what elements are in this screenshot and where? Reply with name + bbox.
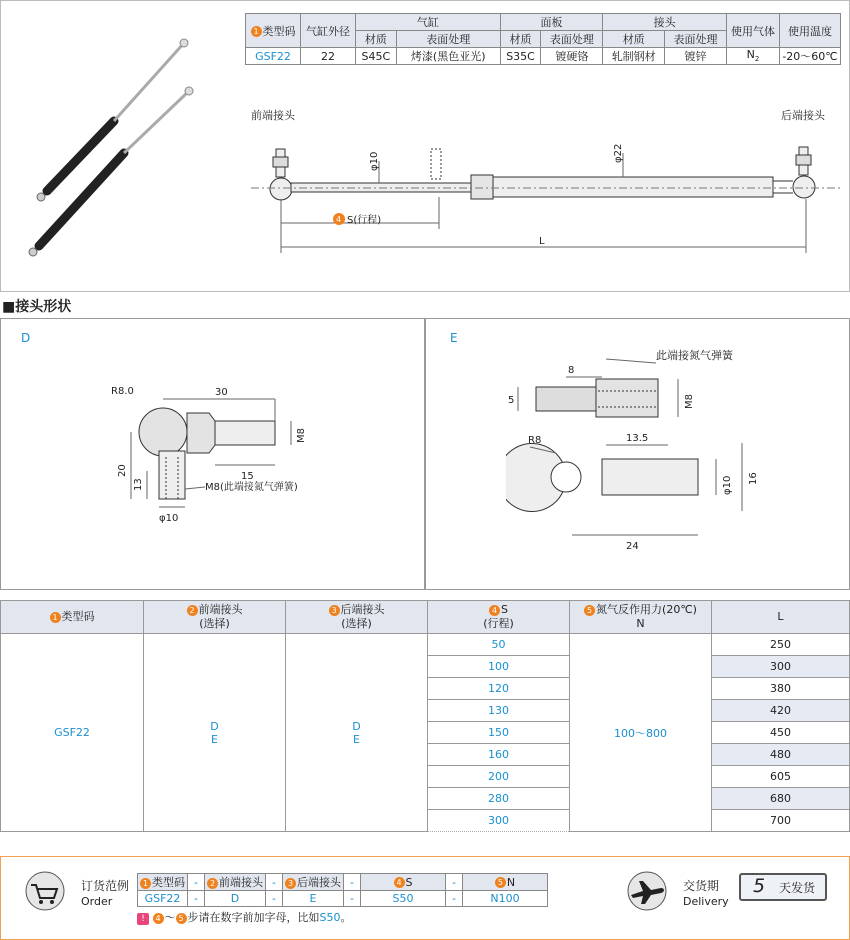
assembly-drawing [251, 101, 841, 261]
front-joint-label: 前端接头 [251, 109, 295, 122]
joint-e-panel [425, 318, 850, 590]
header-length: L [712, 601, 850, 634]
order-h-type: 1 类型码 [138, 874, 188, 891]
length-value: 700 [712, 810, 850, 832]
order-h-s: 4 S [361, 874, 446, 891]
joint-d-phi10: φ10 [159, 513, 179, 524]
joint-e-dim-135: 13.5 [626, 433, 649, 444]
stroke-value: 50 [428, 634, 570, 656]
order-dash: - [446, 891, 463, 907]
spec-sub-material: 材质 [500, 31, 541, 48]
joint-e-dim-5: 5 [508, 395, 515, 406]
order-dash: - [344, 874, 361, 891]
stroke-value: 120 [428, 678, 570, 700]
header-front-joint: 2 前端接头 (选择) [144, 601, 286, 634]
section-title: ■接头形状 [2, 299, 72, 315]
rear-joint-label: 后端接头 [781, 109, 825, 122]
length-label: L [539, 236, 545, 247]
order-v-type: GSF22 [138, 891, 188, 907]
stroke-value: 160 [428, 744, 570, 766]
delivery-subtitle: Delivery [683, 895, 729, 908]
rod-diameter-label: φ10 [369, 151, 380, 171]
delivery-days: 5 [753, 875, 766, 897]
joint-e-dim-8: 8 [568, 365, 575, 376]
joint-e-radius: R8 [528, 435, 542, 446]
cart-icon [19, 871, 71, 911]
cylinder-diameter-label: φ22 [613, 143, 624, 163]
order-h-rear: 3 后端接头 [283, 874, 344, 891]
joint-d-drawing [101, 369, 341, 569]
joint-d-m8: M8 [296, 428, 307, 443]
order-dash: - [344, 891, 361, 907]
spec-col-diameter: 气缸外径 [301, 14, 356, 48]
length-value: 480 [712, 744, 850, 766]
length-value: 605 [712, 766, 850, 788]
spec-col-temp: 使用温度 [780, 14, 841, 48]
spec-panel-material: S35C [500, 48, 541, 65]
order-subtitle: Order [81, 895, 113, 908]
joint-e-note: 此端接氮气弹簧 [656, 349, 733, 362]
note-icon: ! [137, 913, 149, 925]
order-h-front: 2 前端接头 [205, 874, 266, 891]
joint-d-panel [0, 318, 425, 590]
spec-diameter-value: 22 [301, 48, 356, 65]
length-value: 680 [712, 788, 850, 810]
length-value: 420 [712, 700, 850, 722]
spec-sub-surface: 表面处理 [665, 31, 727, 48]
order-note: ! 4 ～ 5 步请在数字前加字母，比如S50。 [137, 909, 351, 925]
delivery-title: 交货期 [683, 879, 720, 893]
spec-gas-value: $N_2$ [727, 48, 780, 65]
order-dash: - [446, 874, 463, 891]
stroke-value: 300 [428, 810, 570, 832]
order-dash: - [266, 891, 283, 907]
front-options-cell: D E [144, 634, 286, 832]
stroke-value: 200 [428, 766, 570, 788]
spec-joint-material: 轧制钢材 [603, 48, 665, 65]
order-v-rear: E [283, 891, 344, 907]
joint-d-label: D [21, 331, 31, 345]
header-force: 5 氮气反作用力(20℃) N [570, 601, 712, 634]
spec-group-cylinder: 气缸 [356, 14, 501, 31]
gas-spring-lower [29, 87, 193, 256]
order-title: 订货范例 [81, 879, 130, 893]
stroke-value: 280 [428, 788, 570, 810]
order-panel [0, 856, 850, 940]
stroke-value: 100 [428, 656, 570, 678]
delivery-unit: 天发货 [779, 881, 816, 895]
spec-sub-material: 材质 [356, 31, 397, 48]
spec-col-type: 1 类型码 [246, 14, 301, 48]
length-value: 250 [712, 634, 850, 656]
order-dash: - [188, 891, 205, 907]
joint-e-phi10: φ10 [722, 475, 733, 495]
joint-d-dim-30: 30 [215, 387, 228, 398]
joint-e-m8: M8 [684, 394, 695, 409]
spec-cyl-surface: 烤漆(黑色亚光) [396, 48, 500, 65]
order-dash: - [266, 874, 283, 891]
spec-sub-surface: 表面处理 [541, 31, 603, 48]
order-v-n: N100 [463, 891, 548, 907]
joint-e-drawing [506, 349, 836, 579]
order-v-s: S50 [361, 891, 446, 907]
selection-table [0, 600, 850, 832]
joint-e-dim-24: 24 [626, 541, 639, 552]
length-value: 300 [712, 656, 850, 678]
joint-e-label: E [450, 331, 458, 345]
header-type: 1 类型码 [1, 601, 144, 634]
spec-sub-surface: 表面处理 [396, 31, 500, 48]
airplane-icon [621, 871, 673, 911]
delivery-badge [739, 873, 827, 901]
spec-group-joint: 接头 [603, 14, 727, 31]
gas-spring-upper [37, 39, 188, 201]
length-value: 380 [712, 678, 850, 700]
joint-d-dim-20: 20 [117, 464, 128, 477]
gas-spring-photo [19, 31, 209, 261]
spec-joint-surface: 镀锌 [665, 48, 727, 65]
order-v-front: D [205, 891, 266, 907]
order-h-n: 5 N [463, 874, 548, 891]
spec-temp-value: -20～60℃ [780, 48, 841, 65]
spec-type-value: GSF22 [246, 48, 301, 65]
header-stroke: 4 S (行程) [428, 601, 570, 634]
spec-col-gas: 使用气体 [727, 14, 780, 48]
spec-table [245, 13, 841, 65]
spec-cyl-material: S45C [356, 48, 397, 65]
stroke-value: 150 [428, 722, 570, 744]
table-row [1, 634, 850, 656]
spec-sub-material: 材质 [603, 31, 665, 48]
stroke-value: 130 [428, 700, 570, 722]
order-dash: - [188, 874, 205, 891]
rear-options-cell: D E [286, 634, 428, 832]
length-value: 450 [712, 722, 850, 744]
spec-group-panel: 面板 [500, 14, 603, 31]
joint-d-radius: R8.0 [111, 386, 134, 397]
joint-d-dim-13: 13 [133, 478, 144, 491]
force-cell: 100～800 [570, 634, 712, 832]
joint-d-dim-15: 15 [241, 471, 254, 482]
stroke-label: S(行程) [347, 215, 382, 226]
joint-e-dim-16: 16 [748, 472, 759, 485]
product-overview-panel [0, 0, 850, 292]
order-example-table [137, 873, 548, 907]
spec-panel-surface: 镀硬铬 [541, 48, 603, 65]
svg-text:4: 4 [336, 215, 342, 224]
joint-d-note: M8(此端接氮气弹簧) [205, 482, 298, 493]
type-cell: GSF22 [1, 634, 144, 832]
header-rear-joint: 3 后端接头 (选择) [286, 601, 428, 634]
